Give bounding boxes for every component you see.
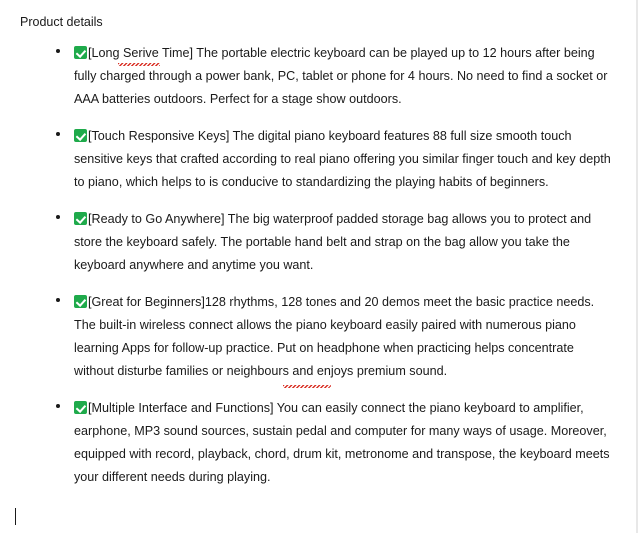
list-item [18, 208, 616, 277]
product-details-list [18, 42, 616, 489]
list-item-text: [Touch Responsive Keys] The digital piano keyboard features 88 full size smooth touch sensitive keys that crafted according to real piano offering you similar finger touch and key depth to piano, which helps to is conducive to standardizing the playing habits of beginners. [74, 129, 611, 189]
list-item-text: [Long Serive Time] The portable electric keyboard can be played up to 12 hours after being fully charged through a power bank, PC, tablet or phone for 4 hours. No need to find a socket or AAA batteries outdoors. Perfect for a stage show outdoors. [74, 46, 608, 106]
green-check-icon [74, 295, 87, 308]
green-check-icon [74, 46, 87, 59]
bullet-dot-icon [56, 298, 60, 302]
green-check-icon [74, 129, 87, 142]
list-item [18, 291, 616, 383]
list-item-text: [Multiple Interface and Functions] You can easily connect the piano keyboard to amplifier, earphone, MP3 sound sources, sustain pedal and computer for many ways of usage. Moreover, equipped with record, playback, chord, drum kit, metronome and transpose, the keyboard meets your different needs during playing. [74, 401, 610, 484]
bullet-dot-icon [56, 49, 60, 53]
list-item [18, 397, 616, 489]
bullet-dot-icon [56, 132, 60, 136]
bullet-dot-icon [56, 215, 60, 219]
green-check-icon [74, 401, 87, 414]
spelling-underline-serive [118, 63, 160, 66]
list-item-text: [Great for Beginners]128 rhythms, 128 tones and 20 demos meet the basic practice needs. The built-in wireless connect allows the piano keyboard easily paired with numerous piano learning Apps for follow-up practice. Put on headphone when practicing helps concentrate without disturbe families or neighbours and enjoys premium sound. [74, 295, 595, 378]
spelling-underline-disturbe [283, 385, 331, 388]
list-item [18, 125, 616, 194]
list-item [18, 42, 616, 111]
bullet-dot-icon [56, 404, 60, 408]
list-item-text: [Ready to Go Anywhere] The big waterproof padded storage bag allows you to protect and store the keyboard safely. The portable hand belt and strap on the bag allow you take the keyboard anywhere and anytime you want. [74, 212, 592, 272]
green-check-icon [74, 212, 87, 225]
page-title: Product details [20, 15, 103, 29]
text-cursor [15, 508, 16, 525]
